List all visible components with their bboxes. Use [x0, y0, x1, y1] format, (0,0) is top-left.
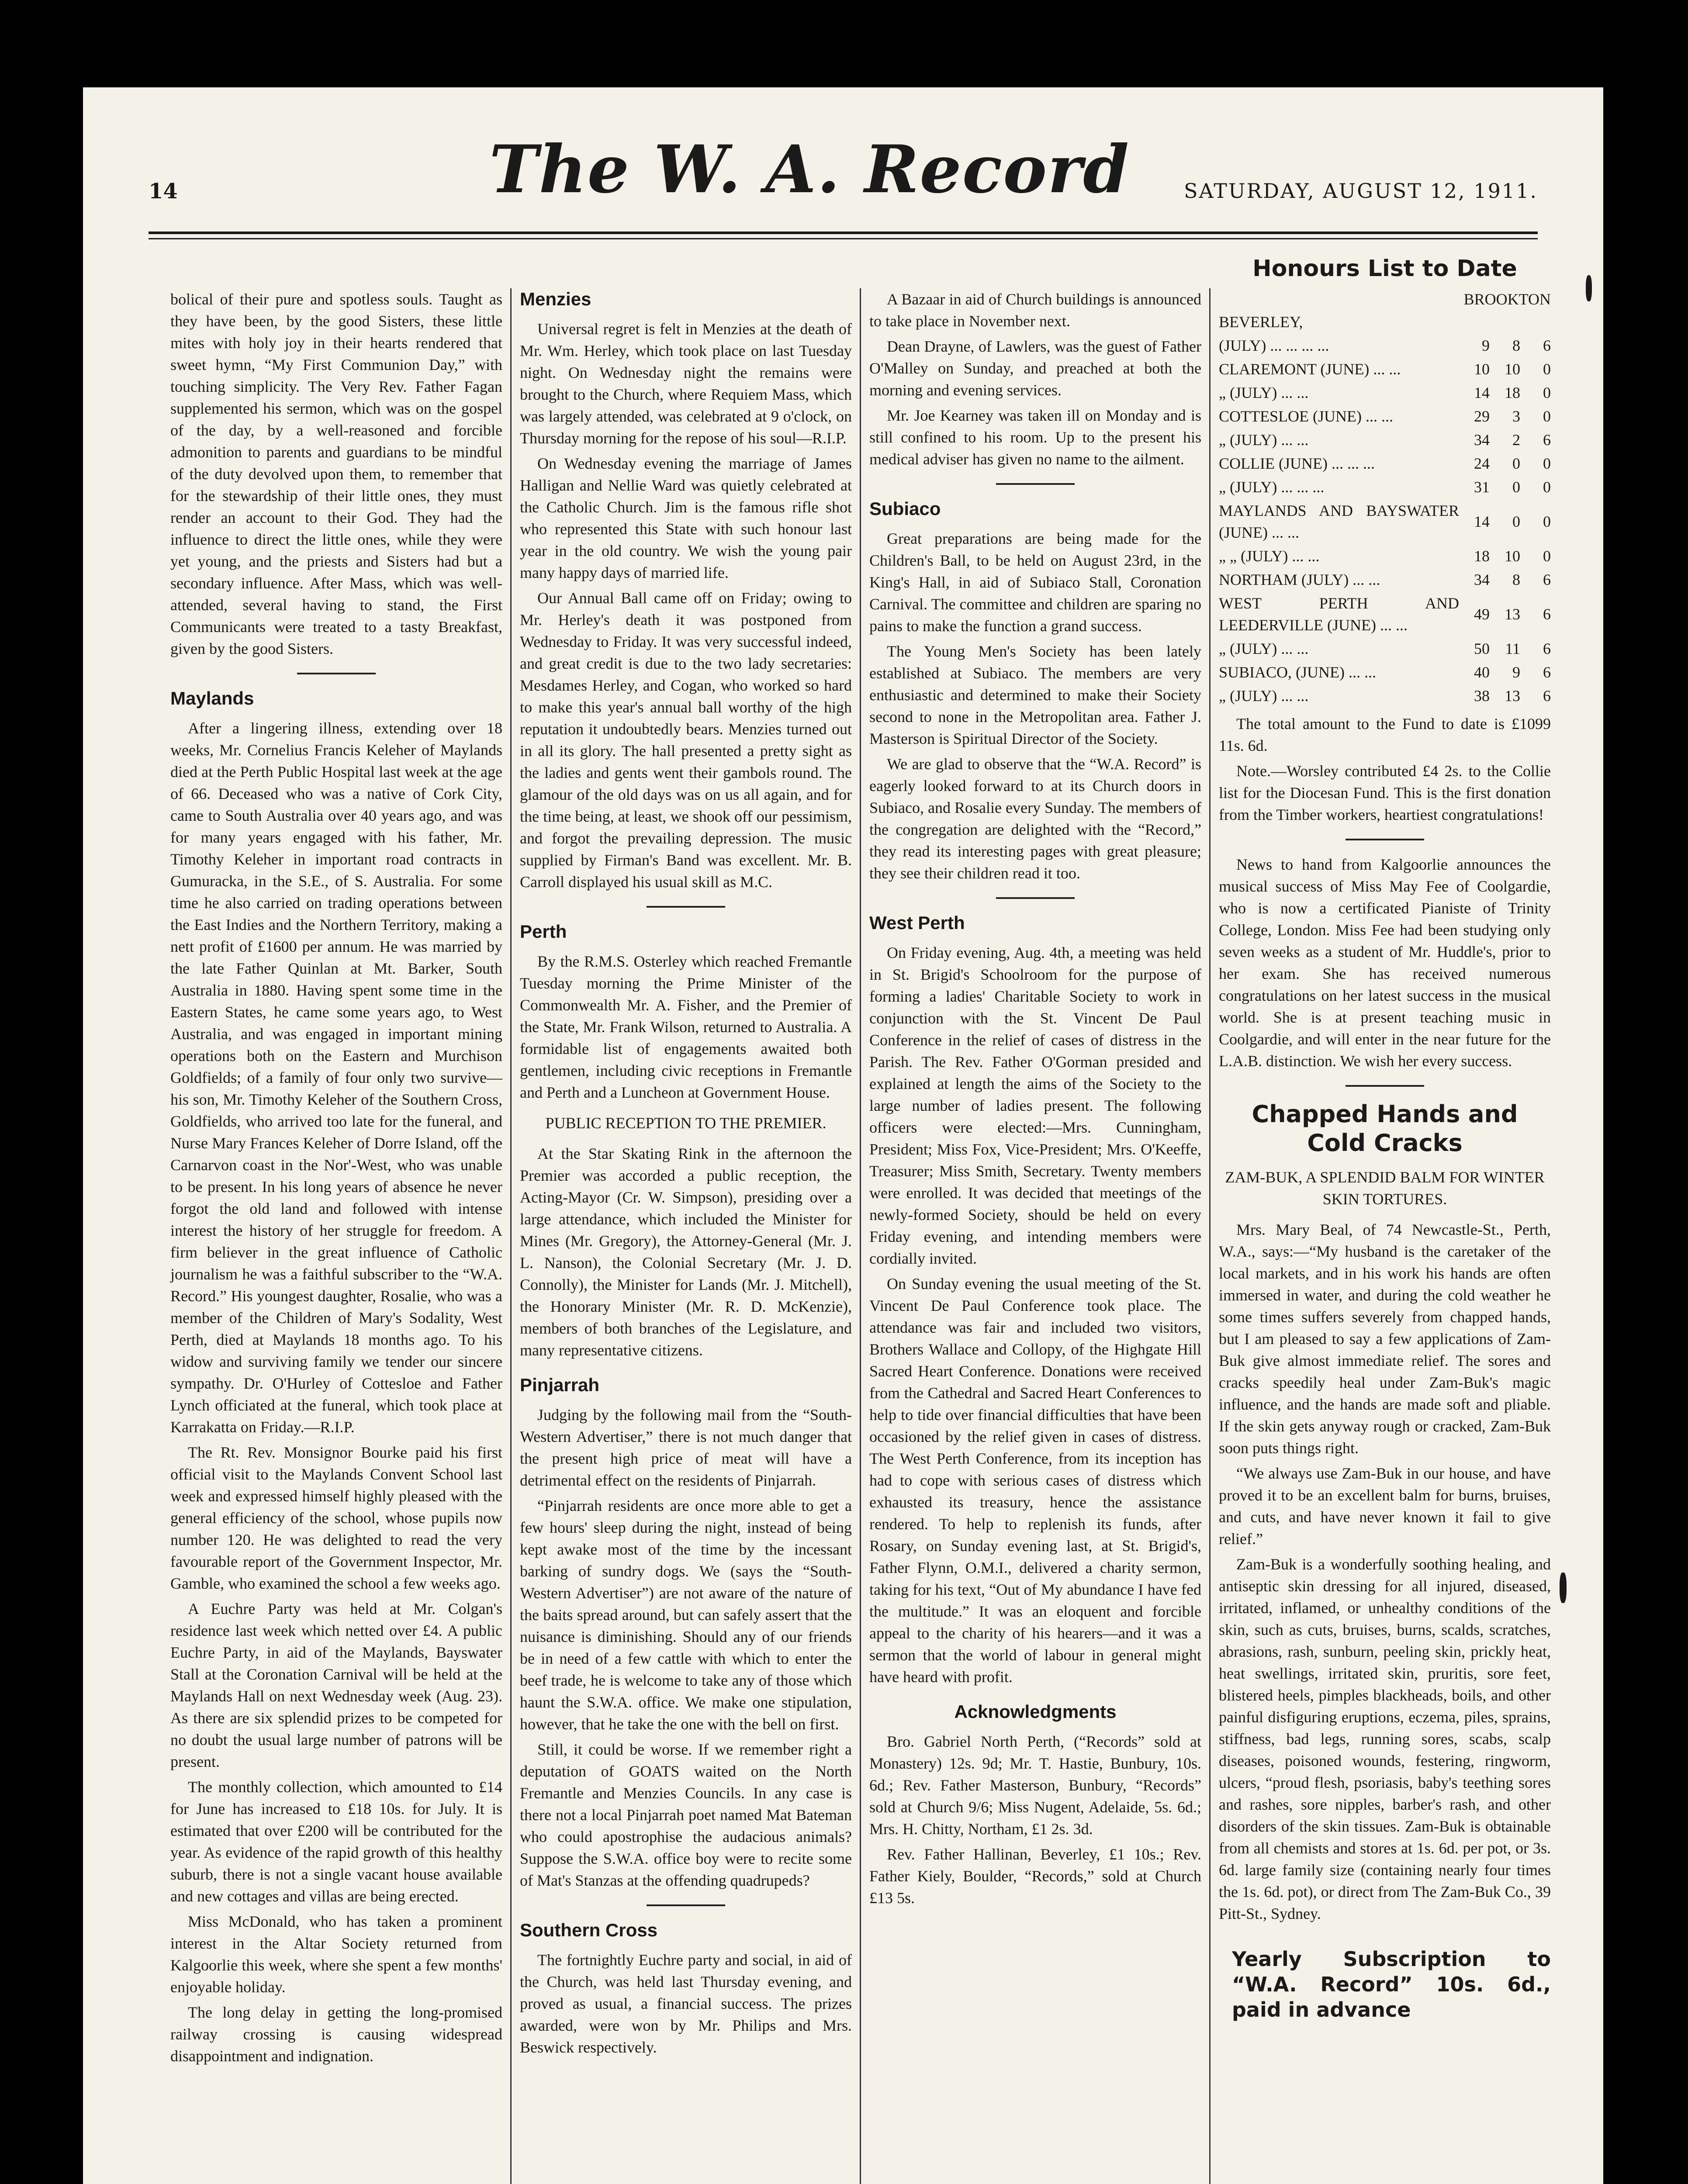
honours-cell-d: 0 — [1543, 360, 1551, 378]
honours-cell-place: WEST PERTH AND LEEDERVILLE (JUNE) ... ... — [1219, 594, 1459, 634]
honours-cell-place: SUBIACO, (JUNE) ... ... — [1219, 663, 1376, 681]
honours-row — [1219, 591, 1551, 637]
subscription-notice: Yearly Subscription to “W.A. Record” 10s. 6d., paid in advance — [1232, 1947, 1551, 2022]
paragraph: Still, it could be worse. If we remember right a deputation of GOATS waited on the North Fremantle and Menzies Councils. In any case is there not a local Pinjarrah poet named Mat Bateman who could apostrophise the audacious animals? Suppose the S.W.A. office boy were to recite some of Mat's Stanzas at the offending quadrupeds? — [520, 1741, 852, 1889]
honours-cell-d: 6 — [1543, 640, 1551, 657]
honours-row — [1219, 428, 1551, 452]
paragraph: The long delay in getting the long-promised railway crossing is causing widespread disappointment and indignation. — [170, 2004, 502, 2065]
honours-cell-s — [1490, 310, 1520, 334]
separator — [297, 673, 376, 674]
honours-cell-l: 34 — [1474, 431, 1490, 449]
honours-cell-place: COTTESLOE (JUNE) ... ... — [1219, 408, 1393, 425]
honours-cell-s: 18 — [1505, 384, 1520, 401]
advert-heading: Chapped Hands and Cold Cracks — [1252, 1100, 1518, 1157]
honours-row — [1219, 475, 1551, 499]
honours-cell-place: „ (JULY) ... ... — [1219, 384, 1309, 401]
honours-cell-s: 8 — [1512, 571, 1520, 588]
honours-cell-s: 11 — [1505, 640, 1520, 657]
column-4 — [1219, 258, 1551, 2031]
honours-row — [1219, 568, 1551, 591]
honours-row — [1219, 310, 1551, 334]
honours-cell-d: 6 — [1543, 571, 1551, 588]
honours-cell-l: 24 — [1474, 455, 1490, 472]
column-rule — [860, 288, 861, 2184]
honours-cell-s: 10 — [1505, 360, 1520, 378]
honours-row — [1219, 544, 1551, 568]
paragraph: After a lingering illness, extending over 18 weeks, Mr. Cornelius Francis Keleher of Maylands died at the Perth Public Hospital last week at the age of 66. Deceased who was a native of Cork City, came to South Australia over 40 years ago, and was for many years engaged with his father, Mr. Timothy Keleher in important road contracts in Gumuracka, in the S.E., of S. Australia. For some time he also carried on trading operations between the East Indies and the Northern Territory, making a nett profit of £1600 per annum. He was married by the late Father Quinlan at Mt. Barker, South Australia in 1880. Having spent some time in the Eastern States, he came some years ago, to West Australia, and was engaged in important mining operations both on the Eastern and Murchison Goldfields; of a family of four only two survive—his son, Mr. Timothy Keleher of the Southern Cross, Goldfields, who arrived too late for the funeral, and Nurse Mary Frances Keleher of Dorre Island, off the Carnarvon coast in the Nor'-West, who was unable to be present. In his long years of absence he never forgot the old land and followed with intense interest the history of her struggle for freedom. A firm believer in the great influence of Catholic journalism he was a faithful subscriber to the “W.A. Record.” His youngest daughter, Rosalie, who was a member of the Children of Mary's Sodality, West Perth, died at Maylands 18 months ago. To his widow and surviving family we tender our sincere sympathy. Dr. O'Hurley of Cottesloe and Father Lynch officiated at the funeral, which took place at Karrakatta on Friday.—R.I.P. — [170, 719, 502, 1436]
honours-cell-d: 6 — [1543, 687, 1551, 705]
honours-cell-place: „ (JULY) ... ... — [1219, 431, 1309, 449]
honours-cell-d — [1520, 310, 1551, 334]
honours-cell-d: 0 — [1543, 384, 1551, 401]
column-rule — [1209, 288, 1211, 2184]
paragraph: On Wednesday evening the marriage of James Halligan and Nellie Ward was quietly celebrated at the Catholic Church. Jim is the famous rifle shot who represented this State with such honour last year in the old country. We wish the young pair many happy days of married life. — [520, 455, 852, 581]
honours-cell-l: 10 — [1474, 360, 1490, 378]
honours-cell-s: 8 — [1512, 337, 1520, 354]
paragraph: Our Annual Ball came off on Friday; owing to Mr. Herley's death it was postponed from Wednesday to Friday. It was very successful indeed, and great credit is due to the two lady secretaries: Mesdames Herley, and Cogan, who worked so hard to make this year's annual ball worthy of the high reputation it undoubtedly bears. Menzies turned out in all its glory. The hall presented a pretty sight as the ladies and gents went their gambols round. The glamour of the old days was on us all again, and for the time being, at least, we shook off our pessimism, and forgot the prevailing depression. The music supplied by Firman's Band was excellent. Mr. B. Carroll displayed his usual skill as M.C. — [520, 589, 852, 891]
column-rule — [510, 288, 512, 2184]
honours-cell-place: BEVERLEY, — [1219, 313, 1303, 331]
paragraph: Judging by the following mail from the “South-Western Advertiser,” there is not much danger that the present high price of meat will have a detrimental effect on the residents of Pinjarrah. — [520, 1406, 852, 1489]
honours-row — [1219, 499, 1551, 544]
honours-cell-s: 13 — [1505, 687, 1520, 705]
paragraph: Universal regret is felt in Menzies at the death of Mr. Wm. Herley, which took place on last Tuesday night. On Wednesday night the remains were brought to the Church, where Requiem Mass, which was largely attended, was celebrated at 9 o'clock, on Thursday morning for the repose of his soul—R.I.P. — [520, 320, 852, 447]
honours-row — [1219, 404, 1551, 428]
paragraph: Miss McDonald, who has taken a prominent interest in the Altar Society returned from Kalgoorlie this week, where she spent a few months' enjoyable holiday. — [170, 1913, 502, 1996]
paragraph: The Rt. Rev. Monsignor Bourke paid his first official visit to the Maylands Convent School last week and expressed himself highly pleased with the general efficiency of the school, whose pupils now number 120. He was delighted to read the very favourable report of the Government Inspector, Mr. Gamble, who examined the school a few weeks ago. — [170, 1444, 502, 1592]
honours-cell-d: 0 — [1543, 408, 1551, 425]
honours-cell-l: 40 — [1474, 663, 1490, 681]
paragraph: A Bazaar in aid of Church buildings is announced to take place in November next. — [869, 290, 1201, 330]
paragraph: Great preparations are being made for the Children's Ball, to be held on August 23rd, in the King's Hall, in aid of Subiaco Stall, Coronation Carnival. The committee and children are sparing no pains to make the function a grand success. — [869, 530, 1201, 635]
honours-row — [1219, 684, 1551, 708]
column-1 — [170, 288, 502, 2070]
honours-row — [1219, 334, 1551, 357]
separator — [1346, 1085, 1424, 1087]
paragraph: We are glad to observe that the “W.A. Record” is eagerly looked forward to at its Church doors in Subiaco, and Rosalie every Sunday. The members of the congregation are delighted with the “Record,” they read its interesting pages with great pleasure; they see their children read it too. — [869, 755, 1201, 882]
honours-cell-l: 9 — [1482, 337, 1490, 354]
honours-cell-d: 6 — [1543, 605, 1551, 623]
advert-paragraph: “We always use Zam-Buk in our house, and have proved it to be an excellent balm for burns, bruises, and cuts, and have never known it fail to give relief.” — [1219, 1465, 1551, 1548]
honours-row — [1219, 357, 1551, 381]
paragraph: Rev. Father Hallinan, Beverley, £1 10s.; Rev. Father Kiely, Boulder, “Records,” sold at Church £13 5s. — [869, 1845, 1201, 1907]
honours-cell-place: „ (JULY) ... ... — [1219, 687, 1309, 705]
honours-cell-s: 0 — [1512, 455, 1520, 472]
newspaper-title: The W. A. Record — [489, 131, 1130, 208]
honours-cell-s: 13 — [1505, 605, 1520, 623]
page-number: 14 — [149, 179, 178, 204]
paragraph: News to hand from Kalgoorlie announces the musical success of Miss May Fee of Coolgardie, who is now a certificated Pianiste of Trinity College, London. Miss Fee had been studying only seven weeks as a student of Mr. Huddle's, prior to her exam. She has received numerous congratulations on her latest success in the musical world. She is at present teaching music in Coolgardie, and will enter in the near future for the L.A.B. distinction. We wish her every success. — [1219, 856, 1551, 1070]
advert-paragraph: Mrs. Mary Beal, of 74 Newcastle-St., Perth, W.A., says:—“My husband is the caretaker of the local markets, and in his work his hands are often immersed in water, and during the cold weather he some times suffers severely from chapped hands, but I am pleased to say a few applications of Zam-Buk give almost immediate relief. The sores and cracks speedily heal under Zam-Buk's magic influence, and the hands are made soft and pliable. If the skin gets anyway rough or cracked, Zam-Buk soon puts things right. — [1219, 1221, 1551, 1457]
honours-cell-s: 0 — [1512, 513, 1520, 530]
separator — [996, 483, 1075, 485]
honours-cell-l: 50 — [1474, 640, 1490, 657]
honours-cell-l: 18 — [1474, 547, 1490, 565]
advert-paragraph: Zam-Buk is a wonderfully soothing healing, and antiseptic skin dressing for all injured, diseased, irritated, inflamed, or unhealthy conditions of the skin, such as cuts, bruises, burns, scalds, scratches, abrasions, rash, sunburn, peeling skin, prickly heat, heat swellings, irritated skin, pruritis, sore feet, blistered heels, pimples blackheads, boils, and other painful disfiguring eruptions, eczema, piles, sprains, stiffness, bad legs, running sores, scabs, scalp diseases, poisoned wounds, festering, ringworm, ulcers, “proud flesh, psoriasis, baby's teething sores and rashes, sore nipples, barber's rash, and other disorders of the skin tissues. Zam-Buk is obtainable from all chemists and stores at 1s. 6d. per pot, or 3s. 6d. large family size (containing nearly four times the 1s. 6d. pot), or direct from The Zam-Buk Co., 39 Pitt-St., Sydney. — [1219, 1555, 1551, 1922]
honours-cell-l — [1459, 310, 1490, 334]
honours-cell-s: 9 — [1512, 663, 1520, 681]
section-heading-west-perth: West Perth — [869, 912, 965, 933]
advert-subheading: ZAM-BUK, A SPLENDID BALM FOR WINTER SKIN TORTURES. — [1225, 1168, 1545, 1208]
separator — [1346, 839, 1424, 840]
honours-cell-l: 34 — [1474, 571, 1490, 588]
honours-cell-place: „ „ (JULY) ... ... — [1219, 547, 1320, 565]
ink-mark — [1560, 1572, 1567, 1603]
masthead — [149, 122, 1538, 223]
honours-cell-place: COLLIE (JUNE) ... ... ... — [1219, 455, 1375, 472]
paragraph: “Pinjarrah residents are once more able to get a few hours' sleep during the night, instead of being kept awake most of the time by the incessant barking of sundry dogs. We (says the “South-Western Advertiser”) are not aware of the nature of the baits spread around, but can safely assert that the nuisance is diminishing. Should any of our friends be in need of a few cattle with which to enter the beef trade, he is welcome to take any of those which haunt the S.W.A. office. We make one stipulation, however, that he take the one with the bell on first. — [520, 1497, 852, 1733]
honours-cell-l: 49 — [1474, 605, 1490, 623]
separator — [996, 897, 1075, 899]
honours-cell-l: 14 — [1474, 384, 1490, 401]
masthead-rule — [149, 232, 1538, 234]
honours-cell-l: 38 — [1474, 687, 1490, 705]
honours-cell-place: „ (JULY) ... ... ... — [1219, 478, 1325, 496]
honours-cell-d: 0 — [1543, 455, 1551, 472]
honours-cell-place: „ (JULY) ... ... — [1219, 640, 1309, 657]
section-heading-perth: Perth — [520, 921, 567, 942]
ink-mark — [1586, 275, 1592, 301]
paragraph: The monthly collection, which amounted to £14 for June has increased to £18 10s. for July. It is estimated that over £200 will be contributed for the year. As evidence of the rapid growth of this healthy suburb, there is not a single vacant house available and new cottages and villas are being erected. — [170, 1778, 502, 1905]
section-heading-maylands: Maylands — [170, 688, 254, 708]
honours-cell-s: 3 — [1512, 408, 1520, 425]
paragraph: The fortnightly Euchre party and social, in aid of the Church, was held last Thursday evening, and proved as usual, a financial success. The prizes awarded, were won by Mr. Philips and Mrs. Beswick respectively. — [520, 1951, 852, 2056]
column-3 — [869, 288, 1201, 1912]
honours-cell-d: 6 — [1543, 431, 1551, 449]
paragraph: On Friday evening, Aug. 4th, a meeting was held in St. Brigid's Schoolroom for the purpose of forming a ladies' Charitable Society to work in conjunction with the St. Vincent De Paul Conference in the relief of cases of distress in the Parish. The Rev. Father O'Gorman presided and explained at length the aims of the Society to the large number of ladies present. The following officers were elected:—Mrs. Cunningham, President; Miss Fox, Vice-President; Mrs. O'Keeffe, Treasurer; Miss Smith, Secretary. Twenty members were enrolled. It was decided that meetings of the newly-formed Society, should be held on every Friday evening, and intending members were cordially invited. — [869, 944, 1201, 1267]
masthead-rule-thin — [149, 238, 1538, 239]
paragraph: bolical of their pure and spotless souls. Taught as they have been, by the good Sisters, these little mites with holy joy in their hearts rendered that sweet hymn, “My First Communion Day,” with touching simplicity. The Very Rev. Father Fagan supplemented his sermon, which was on the gospel of the day, by a well-reasoned and forcible admonition to parents and guardians to be mindful of the duty devolved upon them, to remember that for the stewardship of their little ones, they must render an account to their God. They had the influence to direct the little ones, while they were yet young, and the priests and Sisters had but a secondary influence. After Mass, which was well-attended, several having to stand, the First Communicants were treated to a tasty Breakfast, given by the good Sisters. — [170, 290, 502, 657]
honours-cell-l: 29 — [1474, 408, 1490, 425]
section-heading-pinjarrah: Pinjarrah — [520, 1375, 600, 1395]
paragraph: The Young Men's Society has been lately established at Subiaco. The members are very enthusiastic and determined to make their Society second to none in the Metropolitan area. Father J. Masterson is Spiritual Director of the Society. — [869, 643, 1201, 747]
section-heading-menzies: Menzies — [520, 289, 591, 309]
honours-cell-place: CLAREMONT (JUNE) ... ... — [1219, 360, 1401, 378]
honours-row — [1219, 637, 1551, 660]
honours-cell-l: 14 — [1474, 513, 1490, 530]
honours-cell-l: 31 — [1474, 478, 1490, 496]
separator — [647, 906, 725, 908]
honours-cell-d: 0 — [1543, 478, 1551, 496]
honours-cell-s: 2 — [1512, 431, 1520, 449]
honours-cell-place: (JULY) ... ... ... ... — [1219, 337, 1329, 354]
honours-header: BROOKTON — [1463, 290, 1551, 308]
paragraph: Dean Drayne, of Lawlers, was the guest of Father O'Malley on Sunday, and preached at both the morning and evening services. — [869, 338, 1201, 399]
paragraph: At the Star Skating Rink in the afternoon the Premier was accorded a public reception, the Acting-Mayor (Cr. W. Simpson), presiding over a large attendance, which included the Minister for Mines (Mr. Gregory), the Attorney-General (Mr. J. L. Nanson), the Colonial Secretary (Mr. J. D. Connolly), the Minister for Lands (Mr. J. Mitchell), the Honorary Minister (Mr. R. D. McKenzie), members of both branches of the Legislature, and many representative citizens. — [520, 1145, 852, 1359]
honours-row — [1219, 452, 1551, 475]
honours-row — [1219, 660, 1551, 684]
honours-cell-s: 0 — [1512, 478, 1520, 496]
honours-cell-d: 0 — [1543, 513, 1551, 530]
honours-cell-place: NORTHAM (JULY) ... ... — [1219, 571, 1380, 588]
section-heading-subiaco: Subiaco — [869, 498, 941, 519]
separator — [647, 1904, 725, 1906]
honours-table — [1219, 310, 1551, 708]
section-heading-southern-cross: Southern Cross — [520, 1920, 658, 1940]
paragraph: Bro. Gabriel North Perth, (“Records” sold at Monastery) 12s. 9d; Mr. T. Hastie, Bunbury, 10s. 6d.; Rev. Father Masterson, Bunbury, “Records” sold at Church 9/6; Miss Nugent, Adelaide, 5s. 6d.; Mrs. H. Chitty, Northam, £1 2s. 3d. — [869, 1733, 1201, 1838]
newspaper-page — [83, 87, 1603, 2184]
section-heading-acknowledgments: Acknowledgments — [954, 1701, 1117, 1722]
paragraph: Mr. Joe Kearney was taken ill on Monday and is still confined to his room. Up to the present his medical adviser has given no name to the ailment. — [869, 407, 1201, 468]
honours-row — [1219, 381, 1551, 404]
paragraph: The total amount to the Fund to date is £1099 11s. 6d. — [1219, 715, 1551, 754]
honours-list-title: Honours List to Date — [1252, 256, 1517, 282]
honours-cell-place: MAYLANDS AND BAYSWATER (JUNE) ... ... — [1219, 502, 1459, 541]
honours-cell-d: 0 — [1543, 547, 1551, 565]
column-2 — [520, 288, 852, 2062]
dateline: SATURDAY, AUGUST 12, 1911. — [1183, 179, 1538, 203]
subheading-reception: PUBLIC RECEPTION TO THE PREMIER. — [545, 1114, 827, 1132]
paragraph: A Euchre Party was held at Mr. Colgan's residence last week which netted over £4. A public Euchre Party, in aid of the Maylands, Bayswater Stall at the Coronation Carnival will be held at the Maylands Hall on next Wednesday week (Aug. 23). As there are six splendid prizes to be competed for no doubt the usual large number of patrons will be present. — [170, 1600, 502, 1770]
honours-cell-d: 6 — [1543, 663, 1551, 681]
paragraph: On Sunday evening the usual meeting of the St. Vincent De Paul Conference took place. The attendance was fair and included two visitors, Brothers Wallace and Collopy, of the Highgate Hill Sacred Heart Conference. Donations were received from the Cathedral and Sacred Heart Conferences to help to tide over financial difficulties that have been occasioned by the relief given in cases of distress. The West Perth Conference, from its inception has had to cope with serious cases of distress which exhausted its treasury, hence the assistance rendered. To help to replenish its funds, after Rosary, on Sunday evening last, at St. Brigid's, Father Flynn, O.M.I., delivered a charity sermon, taking for his text, “Out of My abundance I have fed the multitude.” It was an eloquent and forcible appeal to the charity of his hearers—and it was a sermon that the world of labour in general might have heard with profit. — [869, 1275, 1201, 1686]
honours-cell-d: 6 — [1543, 337, 1551, 354]
paragraph: By the R.M.S. Osterley which reached Fremantle Tuesday morning the Prime Minister of the Commonwealth Mr. A. Fisher, and the Premier of the State, Mr. Frank Wilson, returned to Australia. A formidable list of engagements awaited both gentlemen, including civic receptions in Fremantle and Perth and a Luncheon at Government House. — [520, 953, 852, 1101]
honours-cell-s: 10 — [1505, 547, 1520, 565]
paragraph: Note.—Worsley contributed £4 2s. to the Collie list for the Diocesan Fund. This is the first donation from the Timber workers, heartiest congratulations! — [1219, 762, 1551, 823]
